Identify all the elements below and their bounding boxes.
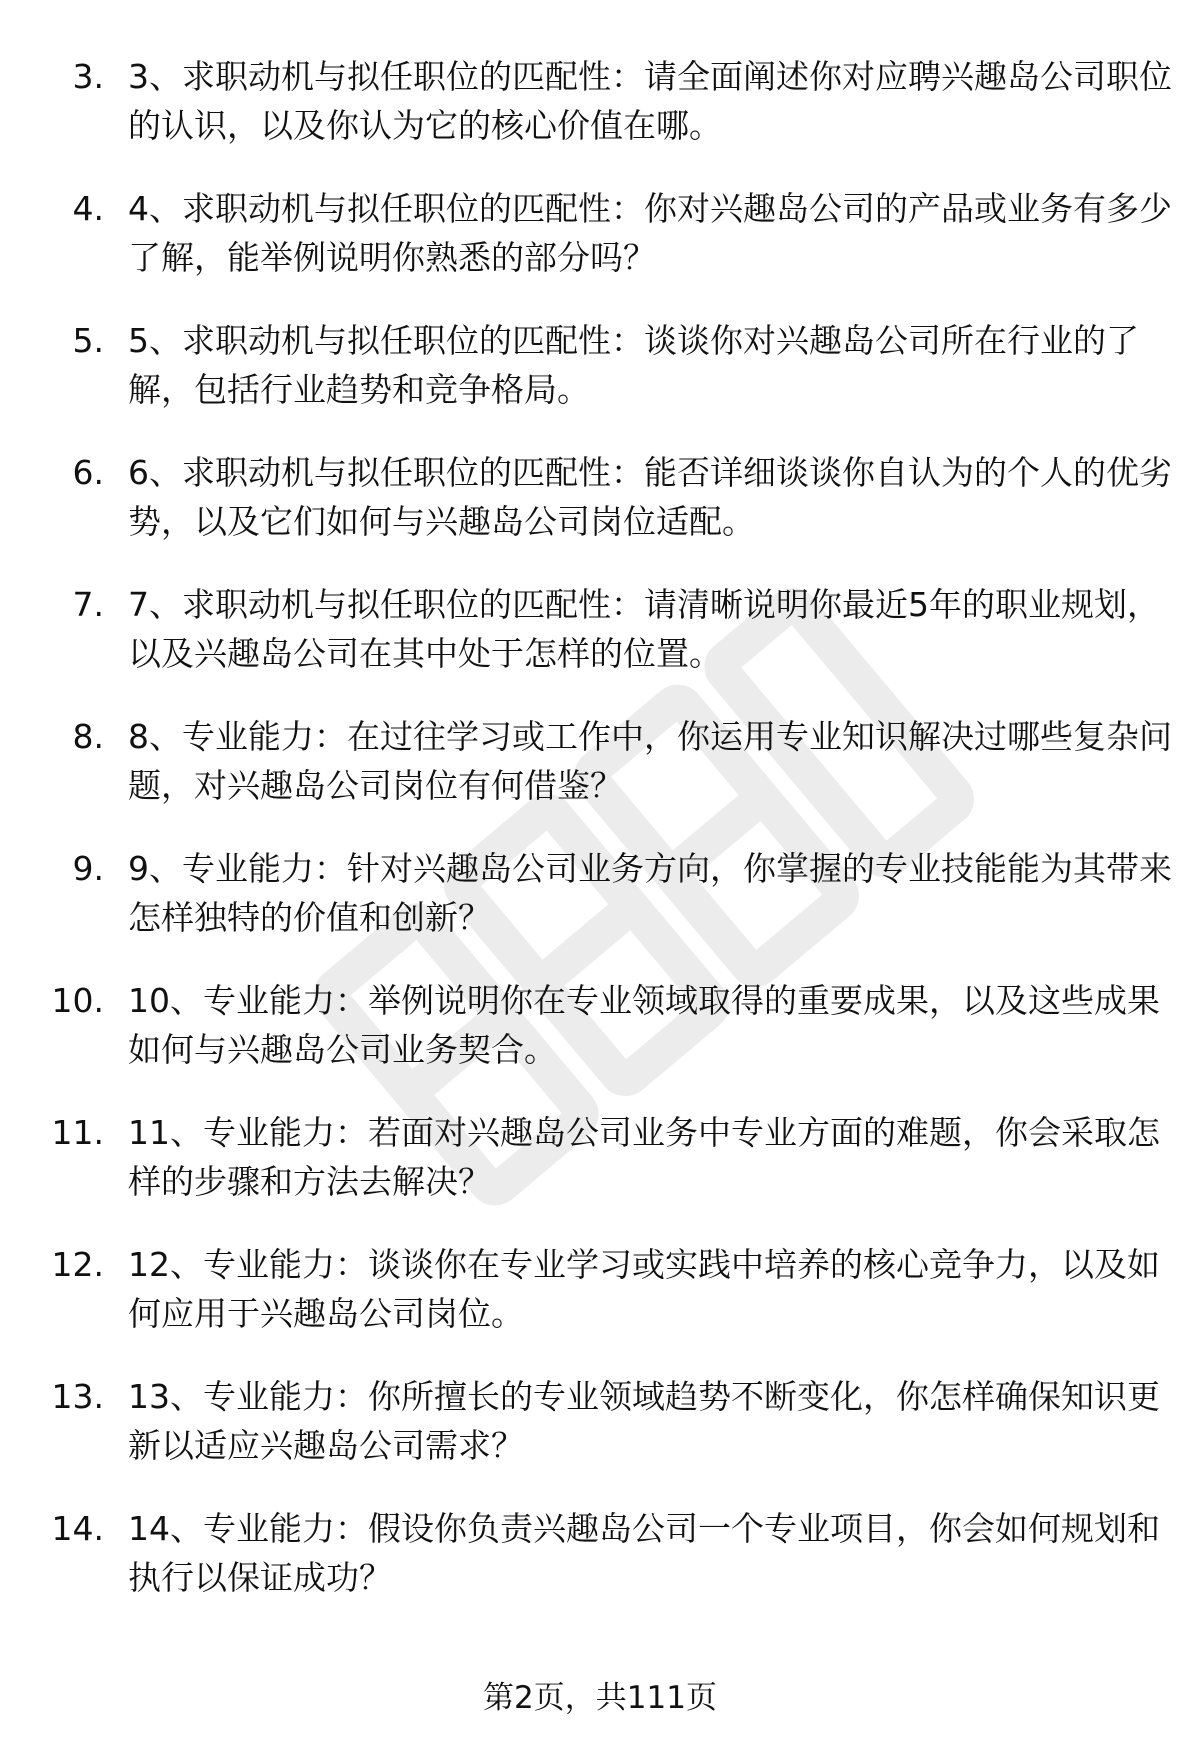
list-item-number: 7. [72, 585, 104, 624]
list-item-text: 9、专业能力：针对兴趣岛公司业务方向，你掌握的专业技能能为其带来怎样独特的价值和创新？ [128, 849, 1172, 937]
list-item [0, 1372, 1200, 1504]
list-item-number: 8. [72, 717, 104, 756]
list-item-number: 10. [51, 981, 104, 1020]
list-item [0, 844, 1200, 976]
list-item-text: 12、专业能力：谈谈你在专业学习或实践中培养的核心竞争力，以及如何应用于兴趣岛公司岗位。 [128, 1245, 1160, 1333]
list-item-text: 5、求职动机与拟任职位的匹配性：谈谈你对兴趣岛公司所在行业的了解，包括行业趋势和竞争格局。 [128, 321, 1139, 409]
list-item [0, 184, 1200, 316]
list-item-text: 6、求职动机与拟任职位的匹配性：能否详细谈谈你自认为的个人的优劣势，以及它们如何与兴趣岛公司岗位适配。 [128, 453, 1172, 541]
list-item-number: 12. [51, 1245, 104, 1284]
list-item [0, 1504, 1200, 1636]
page-number: 第2页，共111页 [483, 1680, 717, 1716]
list-item-text: 3、求职动机与拟任职位的匹配性：请全面阐述你对应聘兴趣岛公司职位的认识，以及你认为它的核心价值在哪。 [128, 57, 1172, 145]
question-list [0, 52, 1200, 1636]
list-item-number: 14. [51, 1509, 104, 1548]
list-item [0, 712, 1200, 844]
list-item-text: 11、专业能力：若面对兴趣岛公司业务中专业方面的难题，你会采取怎样的步骤和方法去解决？ [128, 1113, 1160, 1201]
list-item-text: 13、专业能力：你所擅长的专业领域趋势不断变化，你怎样确保知识更新以适应兴趣岛公司需求？ [128, 1377, 1160, 1465]
list-item-number: 9. [72, 849, 104, 888]
list-item [0, 976, 1200, 1108]
list-item [0, 1108, 1200, 1240]
list-item-number: 13. [51, 1377, 104, 1416]
list-item-number: 3. [72, 57, 104, 96]
list-item-text: 10、专业能力：举例说明你在专业领域取得的重要成果，以及这些成果如何与兴趣岛公司业务契合。 [128, 981, 1160, 1069]
list-item-text: 14、专业能力：假设你负责兴趣岛公司一个专业项目，你会如何规划和执行以保证成功？ [128, 1509, 1160, 1597]
list-item-number: 11. [51, 1113, 104, 1152]
list-item-text: 8、专业能力：在过往学习或工作中，你运用专业知识解决过哪些复杂问题，对兴趣岛公司岗位有何借鉴？ [128, 717, 1172, 805]
list-item-number: 4. [72, 189, 104, 228]
list-item [0, 1240, 1200, 1372]
list-item-text: 7、求职动机与拟任职位的匹配性：请清晰说明你最近5年的职业规划，以及兴趣岛公司在其中处于怎样的位置。 [128, 585, 1160, 673]
list-item-number: 5. [72, 321, 104, 360]
list-item [0, 52, 1200, 184]
list-item-number: 6. [72, 453, 104, 492]
list-item-text: 4、求职动机与拟任职位的匹配性：你对兴趣岛公司的产品或业务有多少了解，能举例说明你熟悉的部分吗？ [128, 189, 1172, 277]
list-item [0, 316, 1200, 448]
list-item [0, 580, 1200, 712]
list-item [0, 448, 1200, 580]
